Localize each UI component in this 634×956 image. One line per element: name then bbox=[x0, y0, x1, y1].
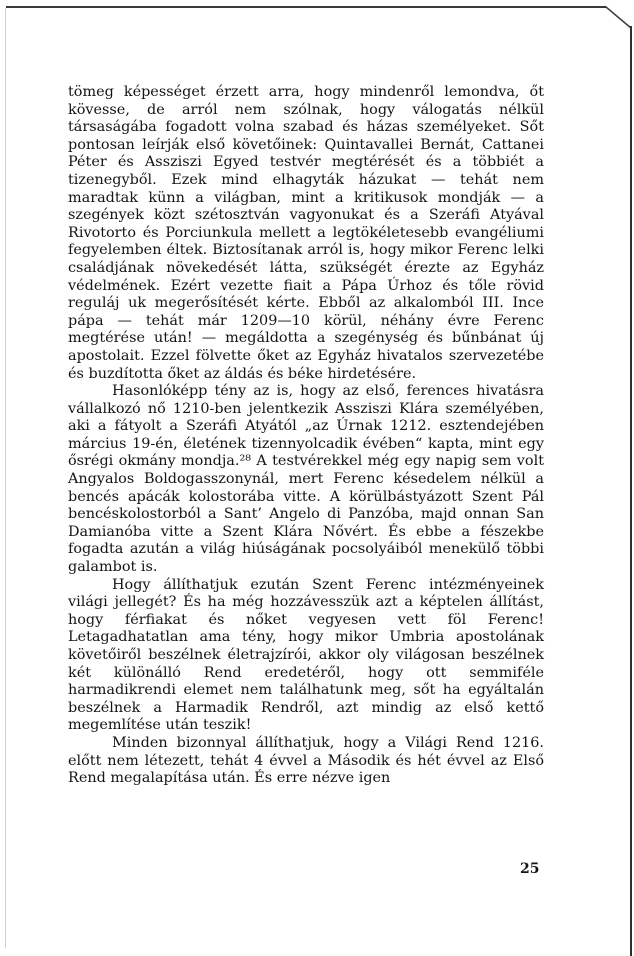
scan-folded-corner bbox=[606, 6, 632, 52]
paragraph-3: Hogy állíthatjuk ezután Szent Ferenc intézményeinek világi jellegét? És ha még hozzávesszük azt a képtelen állítást, hogy férfiakat és nőket vegyesen vett föl Ferenc! Letagadhatatlan ama tény, hogy mikor Umbria apostolának követőiről beszélnek életrajzírói, akkor oly világosan beszélnek két különálló Rend eredetéről, hogy ott semmiféle harmadikrendi elemet nem találhatunk meg, sőt ha egyáltalán beszélnek a Harmadik Rendről, azt mindig az első kettő megemlítése után teszik! bbox=[68, 576, 544, 734]
scan-border-left bbox=[5, 8, 6, 948]
page-number: 25 bbox=[520, 861, 540, 877]
paragraph-4: Minden bizonnyal állíthatjuk, hogy a Világi Rend 1216. előtt nem létezett, tehát 4 évvel a Második és hét évvel az Első Rend megalapítása után. És erre nézve igen bbox=[68, 734, 544, 787]
scan-border-right bbox=[630, 26, 632, 956]
paragraph-1: tömeg képességet érzett arra, hogy mindenről lemondva, őt kövesse, de arról nem szólnak, hogy válogatás nélkül társaságába fogadott volna szabad és házas személyeket. Sőt pontosan leírják első követőinek: Quintavallei Bernát, Cattanei Péter és Assziszi Egyed testvér megtérését és a többiét a tizenegyből. Ezek mind elhagyták házukat — tehát nem maradtak künn a világban, mint a kritikusok mondják — a szegények közt szétosztván vagyonukat és a Szeráfi Atyával Rivotorto és Porciunkula mellett a legtökéletesebb evangéliumi fegyelemben éltek. Biztosítanak arról is, hogy mikor Ferenc lelki családjának növekedését látta, szükségét érezte az Egyház védelmének. Ezért vezette fiait a Pápa Úrhoz és tőle rövid reguláj uk megerősítését kérte. Ebből az alkalomból III. Ince pápa — tehát már 1209—10 körül, néhány évre Ferenc megtérése után! — megáldotta a szegénység és bűnbánat új apostolait. Ezzel fölvette őket az Egyház hivatalos szervezetébe és buzdította őket az áldás és béke hirdetésére. bbox=[68, 84, 544, 382]
paragraph-2: Hasonlóképp tény az is, hogy az első, ferences hivatásra vállalkozó nő 1210-ben jelentkezik Assziszi Klára személyében, aki a fátyolt a Szeráfi Atyától „az Úrnak 1212. esztendejében március 19-én, életének tizennyolcadik évében“ kapta, mint egy ősrégi okmány mondja.²⁸ A testvérekkel még egy napig sem volt Angyalos Boldogasszonynál, mert Ferenc késedelem nélkül a bencés apácák kolostorába vitte. A körülbástyázott Szent Pál bencéskolostorból a Sant’ Angelo di Panzóba, majd onnan San Damianóba vitte a Szent Klára Nővért. És ebbe a fészekbe fogadta azután a világ hiúságának pocsolyáiból menekülő többi galambot is. bbox=[68, 383, 544, 576]
scan-border-top bbox=[6, 6, 606, 8]
book-page bbox=[68, 84, 544, 788]
body-text bbox=[68, 84, 544, 788]
